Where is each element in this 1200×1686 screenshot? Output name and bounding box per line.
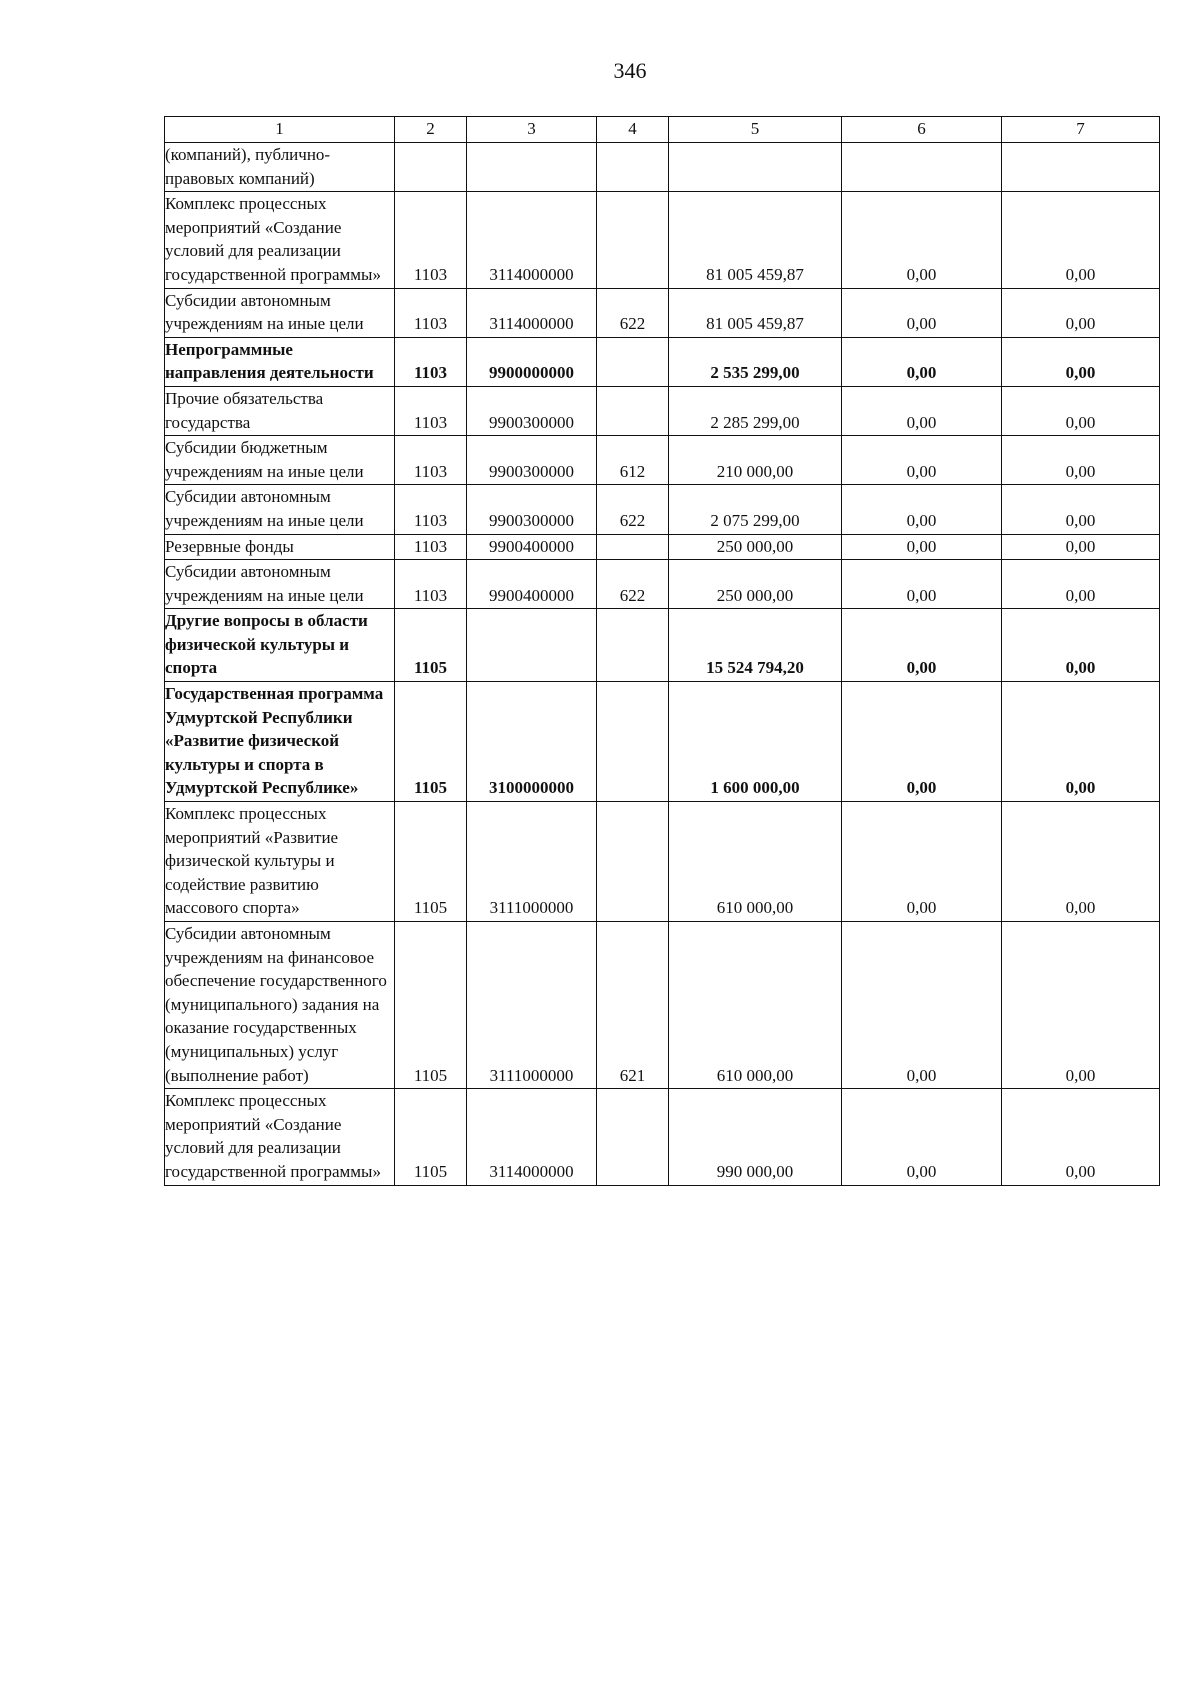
section-code-cell: 1103 <box>395 534 467 560</box>
table-row <box>165 534 1160 560</box>
section-code-cell: 1103 <box>395 436 467 485</box>
amount-cell: 210 000,00 <box>669 436 842 485</box>
table-row <box>165 682 1160 802</box>
col6-amount-cell: 0,00 <box>842 288 1002 337</box>
row-name-cell: (компаний), публично-правовых компаний) <box>165 143 395 192</box>
row-name-cell: Резервные фонды <box>165 534 395 560</box>
section-code-cell: 1103 <box>395 386 467 435</box>
col6-amount-cell: 0,00 <box>842 436 1002 485</box>
amount-cell: 81 005 459,87 <box>669 192 842 288</box>
target-article-cell: 3111000000 <box>467 802 597 922</box>
col6-amount-cell: 0,00 <box>842 386 1002 435</box>
target-article-cell: 3114000000 <box>467 192 597 288</box>
header-cell: 1 <box>165 117 395 143</box>
row-name-cell: Комплекс процессных мероприятий «Создание условий для реализации государственной программы» <box>165 1089 395 1185</box>
amount-cell: 1 600 000,00 <box>669 682 842 802</box>
section-code-cell: 1103 <box>395 288 467 337</box>
expense-type-cell <box>597 534 669 560</box>
amount-cell: 250 000,00 <box>669 560 842 609</box>
col7-amount-cell: 0,00 <box>1002 682 1160 802</box>
section-code-cell: 1105 <box>395 802 467 922</box>
header-cell: 2 <box>395 117 467 143</box>
col6-amount-cell: 0,00 <box>842 534 1002 560</box>
target-article-cell <box>467 143 597 192</box>
amount-cell: 2 075 299,00 <box>669 485 842 534</box>
expense-type-cell: 622 <box>597 485 669 534</box>
table-body <box>165 143 1160 1186</box>
col7-amount-cell: 0,00 <box>1002 386 1160 435</box>
expense-type-cell <box>597 682 669 802</box>
target-article-cell: 9900300000 <box>467 386 597 435</box>
table-row <box>165 922 1160 1089</box>
target-article-cell: 9900400000 <box>467 534 597 560</box>
target-article-cell <box>467 609 597 682</box>
col7-amount-cell: 0,00 <box>1002 485 1160 534</box>
table-row <box>165 192 1160 288</box>
table-row <box>165 288 1160 337</box>
row-name-cell: Государственная программа Удмуртской Республики «Развитие физической культуры и спорта в Удмуртской Республике» <box>165 682 395 802</box>
page-number: 346 <box>613 58 647 83</box>
col7-amount-cell <box>1002 143 1160 192</box>
amount-cell: 81 005 459,87 <box>669 288 842 337</box>
col6-amount-cell: 0,00 <box>842 609 1002 682</box>
col6-amount-cell: 0,00 <box>842 1089 1002 1185</box>
header-cell: 4 <box>597 117 669 143</box>
amount-cell: 610 000,00 <box>669 802 842 922</box>
row-name-cell: Комплекс процессных мероприятий «Развитие физической культуры и содействие развитию массового спорта» <box>165 802 395 922</box>
expense-type-cell <box>597 192 669 288</box>
table-row <box>165 802 1160 922</box>
row-name-cell: Субсидии бюджетным учреждениям на иные цели <box>165 436 395 485</box>
section-code-cell: 1103 <box>395 485 467 534</box>
col6-amount-cell: 0,00 <box>842 682 1002 802</box>
col7-amount-cell: 0,00 <box>1002 560 1160 609</box>
table-row <box>165 485 1160 534</box>
col7-amount-cell: 0,00 <box>1002 192 1160 288</box>
amount-cell <box>669 143 842 192</box>
section-code-cell: 1105 <box>395 922 467 1089</box>
target-article-cell: 9900300000 <box>467 436 597 485</box>
amount-cell: 15 524 794,20 <box>669 609 842 682</box>
table-row <box>165 436 1160 485</box>
expense-type-cell: 622 <box>597 560 669 609</box>
section-code-cell: 1103 <box>395 192 467 288</box>
col7-amount-cell: 0,00 <box>1002 802 1160 922</box>
col6-amount-cell: 0,00 <box>842 485 1002 534</box>
target-article-cell: 3114000000 <box>467 288 597 337</box>
row-name-cell: Субсидии автономным учреждениям на иные цели <box>165 485 395 534</box>
col6-amount-cell: 0,00 <box>842 337 1002 386</box>
col7-amount-cell: 0,00 <box>1002 436 1160 485</box>
header-row <box>165 117 1160 143</box>
amount-cell: 2 535 299,00 <box>669 337 842 386</box>
table-row <box>165 560 1160 609</box>
header-cell: 6 <box>842 117 1002 143</box>
target-article-cell: 3100000000 <box>467 682 597 802</box>
target-article-cell: 9900000000 <box>467 337 597 386</box>
budget-table <box>164 116 1160 1186</box>
row-name-cell: Непрограммные направления деятельности <box>165 337 395 386</box>
col7-amount-cell: 0,00 <box>1002 609 1160 682</box>
table-row <box>165 337 1160 386</box>
expense-type-cell <box>597 143 669 192</box>
expense-type-cell: 622 <box>597 288 669 337</box>
expense-type-cell <box>597 1089 669 1185</box>
table-row <box>165 1089 1160 1185</box>
col7-amount-cell: 0,00 <box>1002 534 1160 560</box>
col7-amount-cell: 0,00 <box>1002 288 1160 337</box>
section-code-cell: 1105 <box>395 609 467 682</box>
section-code-cell <box>395 143 467 192</box>
expense-type-cell <box>597 609 669 682</box>
section-code-cell: 1105 <box>395 1089 467 1185</box>
section-code-cell: 1105 <box>395 682 467 802</box>
amount-cell: 2 285 299,00 <box>669 386 842 435</box>
target-article-cell: 3114000000 <box>467 1089 597 1185</box>
table-row <box>165 386 1160 435</box>
row-name-cell: Субсидии автономным учреждениям на финансовое обеспечение государственного (муниципального) задания на оказание государственных (муниципальных) услуг (выполнение работ) <box>165 922 395 1089</box>
row-name-cell: Субсидии автономным учреждениям на иные цели <box>165 560 395 609</box>
expense-type-cell <box>597 337 669 386</box>
expense-type-cell <box>597 386 669 435</box>
table-row <box>165 143 1160 192</box>
col7-amount-cell: 0,00 <box>1002 337 1160 386</box>
col7-amount-cell: 0,00 <box>1002 922 1160 1089</box>
header-cell: 3 <box>467 117 597 143</box>
col6-amount-cell: 0,00 <box>842 192 1002 288</box>
target-article-cell: 3111000000 <box>467 922 597 1089</box>
section-code-cell: 1103 <box>395 560 467 609</box>
row-name-cell: Субсидии автономным учреждениям на иные цели <box>165 288 395 337</box>
col6-amount-cell: 0,00 <box>842 922 1002 1089</box>
row-name-cell: Прочие обязательства государства <box>165 386 395 435</box>
header-cell: 5 <box>669 117 842 143</box>
table-row <box>165 609 1160 682</box>
header-cell: 7 <box>1002 117 1160 143</box>
amount-cell: 610 000,00 <box>669 922 842 1089</box>
expense-type-cell <box>597 802 669 922</box>
section-code-cell: 1103 <box>395 337 467 386</box>
col7-amount-cell: 0,00 <box>1002 1089 1160 1185</box>
expense-type-cell: 612 <box>597 436 669 485</box>
col6-amount-cell: 0,00 <box>842 560 1002 609</box>
col6-amount-cell: 0,00 <box>842 802 1002 922</box>
amount-cell: 250 000,00 <box>669 534 842 560</box>
row-name-cell: Комплекс процессных мероприятий «Создание условий для реализации государственной программы» <box>165 192 395 288</box>
target-article-cell: 9900400000 <box>467 560 597 609</box>
row-name-cell: Другие вопросы в области физической культуры и спорта <box>165 609 395 682</box>
col6-amount-cell <box>842 143 1002 192</box>
expense-type-cell: 621 <box>597 922 669 1089</box>
target-article-cell: 9900300000 <box>467 485 597 534</box>
amount-cell: 990 000,00 <box>669 1089 842 1185</box>
